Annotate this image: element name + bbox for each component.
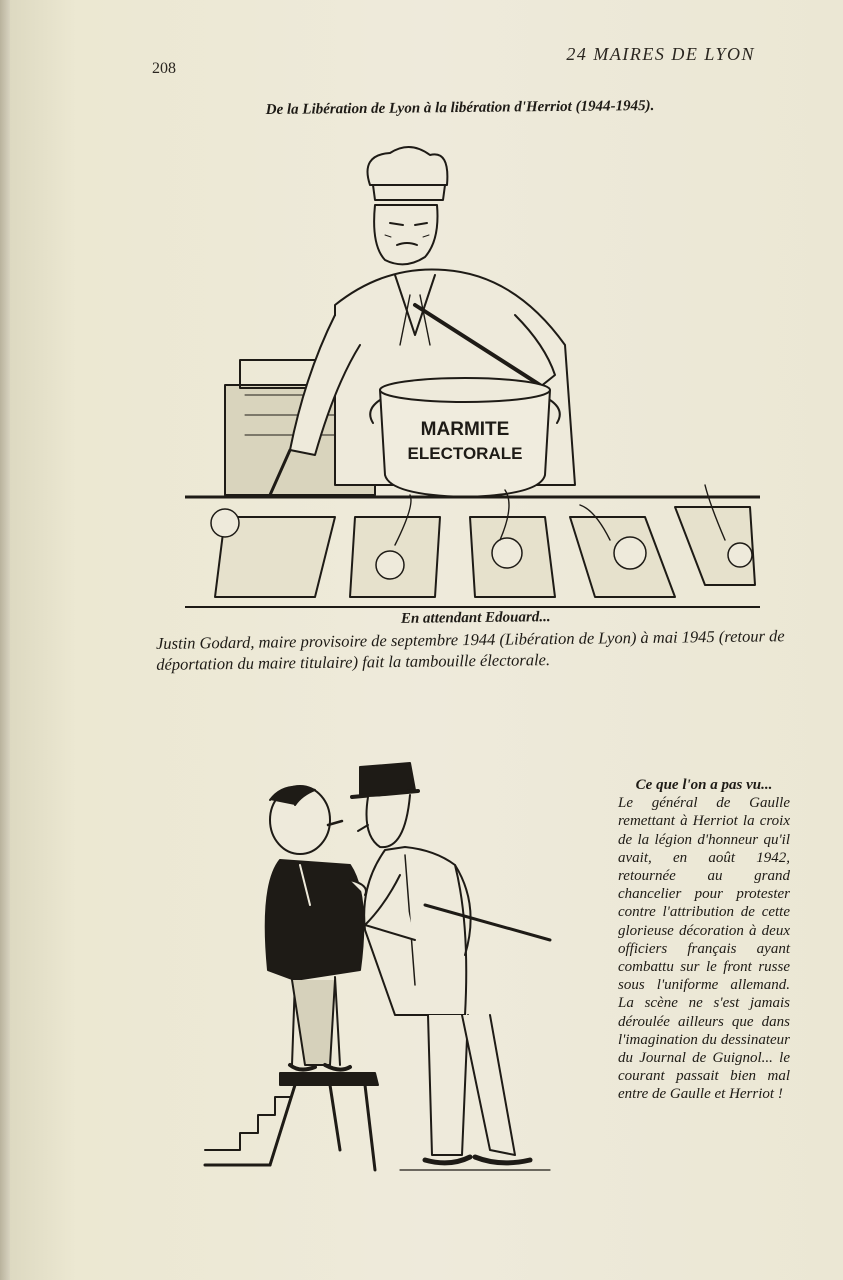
cartoon2-caption [618, 776, 790, 1104]
pot-label-line2: ELECTORALE [407, 444, 523, 463]
page-number: 208 [152, 60, 176, 77]
cartoon-marmite-electorale [185, 145, 760, 610]
pot-label-line1: MARMITE [420, 419, 510, 440]
running-head: 24 MAIRES DE LYON [566, 44, 755, 64]
cartoon2-caption-title: Ce que l'on a pas vu... [635, 777, 773, 793]
binding-shadow [0, 0, 10, 1280]
cartoon-de-gaulle-herriot [200, 755, 565, 1185]
chapter-title: De la Libération de Lyon à la libération d'Herriot (1944-1945). [265, 97, 655, 119]
cartoon2-caption-body: Le général de Gaulle remettant à Herriot la croix de la légion d'honneur qu'il avait, en août 1942, retournée au grand chancelier pour protester contre l'attribution de cette glorieuse décoration à deux officiers français ayant combattu sur le front russe sous l'uniforme allemand. La scène ne s'est jamais déroulée ailleurs que dans l'imagination du dessinateur du Journal de Guignol... le courant passait bien mal entre de Gaulle et Herriot ! [618, 795, 790, 1103]
cartoon1-caption-body: Justin Godard, maire provisoire de septembre 1944 (Libération de Lyon) à mai 1945 (retour de déportation du maire titulaire) fait la tambouille électorale. [155, 626, 785, 674]
book-page [10, 0, 843, 1280]
cartoon1-caption [156, 606, 797, 675]
cartoon1-caption-title: En attendant Edouard... [400, 609, 551, 627]
